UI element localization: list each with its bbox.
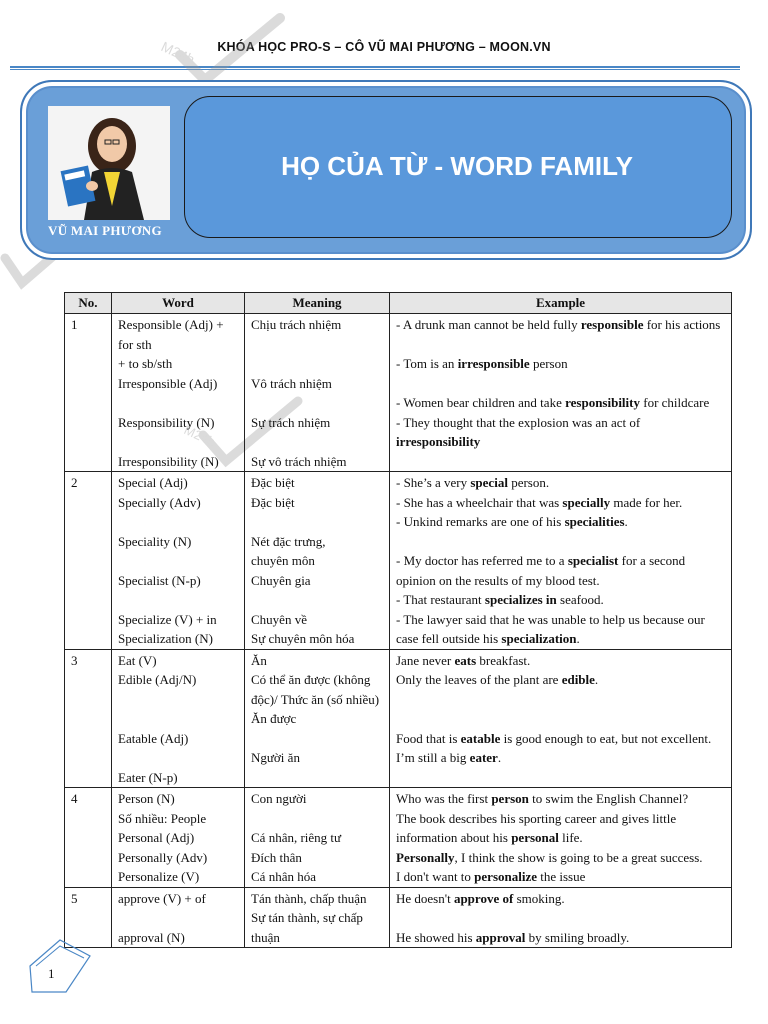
meaning-cell — [245, 649, 390, 788]
example-sentence: Personally, I think the show is going to be a great success. — [396, 849, 703, 865]
example-cell — [390, 472, 732, 650]
example-sentence: Food that is eatable is good enough to eat, but not excellent. — [396, 730, 712, 746]
meaning-entry: Đặc biệt — [251, 475, 295, 490]
example-sentence: Who was the first person to swim the English Channel? — [396, 791, 689, 806]
table-row — [65, 887, 732, 948]
page-title: HỌ CỦA TỪ - WORD FAMILY — [281, 150, 633, 181]
meaning-entry: Chịu trách nhiệm — [251, 317, 342, 332]
table-header-row — [65, 293, 732, 314]
page-number-badge — [26, 936, 96, 1000]
meaning-entry: Có thể ăn được (không độc)/ Thức ăn (số nhiều) — [251, 672, 380, 707]
word-entry: Irresponsible (Adj) — [118, 375, 218, 391]
example-sentence: - She’s a very special person. — [396, 475, 550, 490]
meaning-entry: Đích thân — [251, 849, 302, 865]
meaning-cell — [245, 314, 390, 472]
row-number: 2 — [65, 472, 112, 650]
course-header: KHÓA HỌC PRO-S – CÔ VŨ MAI PHƯƠNG – MOON.VN — [217, 40, 551, 54]
example-sentence: - Unkind remarks are one of his specialities. — [396, 514, 628, 529]
meaning-entry: Ăn được — [251, 711, 297, 726]
word-entry: Specialist (N-p) — [118, 572, 201, 588]
word-entry: Responsible (Adj) + — [118, 317, 224, 332]
word-entry: Responsibility (N) — [118, 414, 215, 430]
author-name: VŨ MAI PHƯƠNG — [48, 223, 162, 238]
example-cell — [390, 887, 732, 948]
column-header-word: Word — [112, 293, 245, 314]
svg-text:M24h: M24h — [181, 422, 218, 450]
example-cell — [390, 649, 732, 788]
word-entry: Số nhiều: People — [118, 810, 207, 826]
meaning-cell — [245, 788, 390, 888]
word-entry: Speciality (N) — [118, 533, 192, 549]
meaning-cell — [245, 472, 390, 650]
meaning-entry: Đặc biệt — [251, 494, 295, 510]
example-sentence: - The lawyer said that he was unable to help us because our case fell outside his specialization. — [396, 611, 705, 646]
meaning-entry: Cá nhân hóa — [251, 869, 316, 884]
meaning-entry: chuyên môn — [251, 553, 315, 568]
header-rule-thin — [10, 69, 740, 70]
meaning-entry: Sự vô trách nhiệm — [251, 453, 347, 469]
word-entry: Special (Adj) — [118, 475, 188, 490]
header-rule — [10, 66, 740, 68]
meaning-entry: Sự trách nhiệm — [251, 414, 331, 430]
word-cell — [112, 788, 245, 888]
example-sentence: - Tom is an irresponsible person — [396, 356, 568, 371]
meaning-entry: Chuyên gia — [251, 572, 311, 588]
example-sentence: - That restaurant specializes in seafood. — [396, 592, 604, 607]
example-sentence: Only the leaves of the plant are edible. — [396, 672, 599, 687]
word-cell — [112, 472, 245, 650]
row-number: 4 — [65, 788, 112, 888]
word-entry: Edible (Adj/N) — [118, 672, 197, 687]
meaning-entry: Chuyên về — [251, 611, 307, 627]
example-sentence: - She has a wheelchair that was specially made for her. — [396, 494, 683, 510]
word-entry: + to sb/sth — [118, 356, 173, 371]
word-entry: Personally (Adv) — [118, 849, 208, 865]
column-header-example: Example — [390, 293, 732, 314]
word-entry: approve (V) + of — [118, 890, 206, 906]
watermark-check-icon — [150, 10, 290, 90]
meaning-entry: Con người — [251, 791, 307, 806]
word-entry: Specialize (V) + in — [118, 611, 217, 627]
example-sentence: Jane never eats breakfast. — [396, 652, 531, 668]
example-sentence: - Women bear children and take responsibility for childcare — [396, 395, 710, 410]
example-sentence: - My doctor has referred me to a specialist for a second opinion on the results of my blood test. — [396, 553, 686, 588]
meaning-entry: Người ăn — [251, 750, 300, 765]
table-row — [65, 788, 732, 888]
example-sentence: - A drunk man cannot be held fully responsible for his actions — [396, 317, 721, 332]
meaning-entry: Cá nhân, riêng tư — [251, 830, 342, 845]
word-entry: approval (N) — [118, 929, 185, 945]
table-row — [65, 472, 732, 650]
table-row — [65, 314, 732, 472]
svg-text:M24h: M24h — [158, 38, 198, 68]
word-entry: Personal (Adj) — [118, 830, 195, 845]
example-sentence: - They thought that the explosion was an act of irresponsibility — [396, 414, 641, 449]
row-number: 5 — [65, 887, 112, 948]
example-cell — [390, 788, 732, 888]
word-entry: Specialization (N) — [118, 631, 213, 646]
word-cell — [112, 887, 245, 948]
example-sentence: The book describes his sporting career and gives little information about his personal life. — [396, 810, 677, 845]
word-cell — [112, 649, 245, 788]
meaning-entry: Vô trách nhiệm — [251, 375, 332, 391]
column-header-no: No. — [65, 293, 112, 314]
word-entry: for sth — [118, 336, 152, 352]
word-entry: Eater (N-p) — [118, 769, 178, 785]
row-number: 1 — [65, 314, 112, 472]
meaning-entry: Ăn — [251, 652, 267, 668]
word-entry: Person (N) — [118, 791, 175, 806]
word-cell — [112, 314, 245, 472]
example-sentence: I’m still a big eater. — [396, 750, 502, 765]
meaning-entry: Sự tán thành, sự chấp thuận — [251, 910, 363, 945]
row-number: 3 — [65, 649, 112, 788]
word-entry: Specially (Adv) — [118, 494, 201, 510]
table-row — [65, 649, 732, 788]
page-number: 1 — [48, 966, 55, 981]
example-cell — [390, 314, 732, 472]
word-entry: Eatable (Adj) — [118, 730, 189, 746]
word-entry: Irresponsibility (N) — [118, 453, 219, 469]
example-sentence: He doesn't approve of smoking. — [396, 890, 565, 906]
word-entry: Personalize (V) — [118, 869, 200, 884]
example-sentence: I don't want to personalize the issue — [396, 869, 586, 884]
author-photo — [48, 106, 170, 220]
meaning-entry: Nét đặc trưng, — [251, 533, 326, 549]
word-family-table — [64, 292, 732, 948]
meaning-entry: Tán thành, chấp thuận — [251, 890, 367, 906]
word-entry: Eat (V) — [118, 652, 157, 668]
column-header-meaning: Meaning — [245, 293, 390, 314]
meaning-cell — [245, 887, 390, 948]
meaning-entry: Sự chuyên môn hóa — [251, 631, 355, 646]
example-sentence: He showed his approval by smiling broadly. — [396, 929, 630, 945]
